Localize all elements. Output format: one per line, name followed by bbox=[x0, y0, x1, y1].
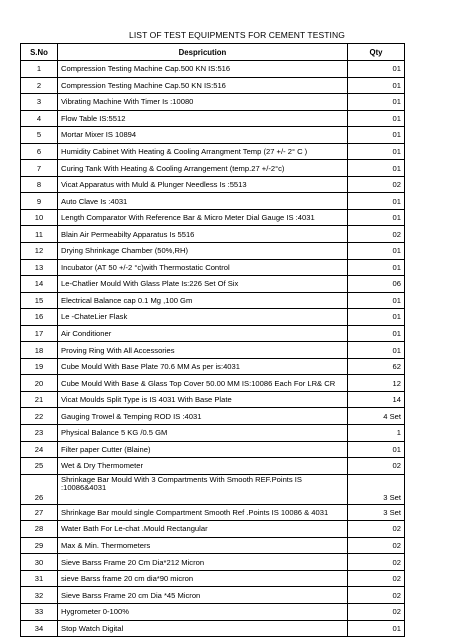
row-description: Compression Testing Machine Cap.500 KN IS:516 bbox=[58, 61, 348, 78]
row-description: Physical Balance 5 KG /0.5 GM bbox=[58, 425, 348, 442]
table-row bbox=[21, 554, 405, 571]
header-qty: Qty bbox=[348, 44, 405, 61]
row-qty: 1 bbox=[348, 425, 405, 442]
row-description: Shrinkage Bar Mould With 3 Compartments With Smooth REF.Points IS :10086&4031 bbox=[58, 474, 348, 504]
row-qty: 01 bbox=[348, 209, 405, 226]
row-sno: 17 bbox=[21, 325, 58, 342]
table-row bbox=[21, 504, 405, 521]
row-qty: 01 bbox=[348, 94, 405, 111]
row-sno: 4 bbox=[21, 110, 58, 127]
row-sno: 33 bbox=[21, 603, 58, 620]
table-row bbox=[21, 474, 405, 504]
row-qty: 02 bbox=[348, 458, 405, 475]
row-description: Gauging Trowel & Temping ROD IS :4031 bbox=[58, 408, 348, 425]
document-title: LIST OF TEST EQUIPMENTS FOR CEMENT TESTING bbox=[129, 30, 345, 40]
row-sno: 28 bbox=[21, 521, 58, 538]
row-sno: 6 bbox=[21, 143, 58, 160]
row-description: sieve Barss frame 20 cm dia*90 micron bbox=[58, 570, 348, 587]
row-qty: 01 bbox=[348, 620, 405, 637]
row-description: Max & Min. Thermometers bbox=[58, 537, 348, 554]
row-qty: 01 bbox=[348, 110, 405, 127]
row-sno: 15 bbox=[21, 292, 58, 309]
row-description: Drying Shrinkage Chamber (50%,RH) bbox=[58, 243, 348, 260]
row-sno: 32 bbox=[21, 587, 58, 604]
row-sno: 11 bbox=[21, 226, 58, 243]
row-qty: 01 bbox=[348, 243, 405, 260]
table-row bbox=[21, 110, 405, 127]
row-qty: 14 bbox=[348, 391, 405, 408]
row-description: Wet & Dry Thermometer bbox=[58, 458, 348, 475]
row-description: Humidity Cabinet With Heating & Cooling Arrangment Temp (27 +/- 2° C ) bbox=[58, 143, 348, 160]
row-qty: 02 bbox=[348, 554, 405, 571]
row-description: Mortar Mixer IS 10894 bbox=[58, 127, 348, 144]
row-qty: 01 bbox=[348, 259, 405, 276]
row-qty: 01 bbox=[348, 143, 405, 160]
row-qty: 02 bbox=[348, 570, 405, 587]
row-description: Hygrometer 0-100% bbox=[58, 603, 348, 620]
row-qty: 02 bbox=[348, 521, 405, 538]
table-row bbox=[21, 127, 405, 144]
row-sno: 13 bbox=[21, 259, 58, 276]
table-row bbox=[21, 358, 405, 375]
row-qty: 02 bbox=[348, 603, 405, 620]
table-row bbox=[21, 325, 405, 342]
equipment-table bbox=[20, 43, 405, 637]
table-row bbox=[21, 537, 405, 554]
table-row bbox=[21, 143, 405, 160]
row-sno: 1 bbox=[21, 61, 58, 78]
row-description: Le-Chatlier Mould With Glass Plate Is:226 Set Of Six bbox=[58, 276, 348, 293]
row-qty: 01 bbox=[348, 292, 405, 309]
row-qty: 02 bbox=[348, 226, 405, 243]
table-row bbox=[21, 458, 405, 475]
row-sno: 24 bbox=[21, 441, 58, 458]
row-qty: 01 bbox=[348, 342, 405, 359]
table-row bbox=[21, 587, 405, 604]
row-qty: 3 Set bbox=[348, 504, 405, 521]
row-qty: 02 bbox=[348, 176, 405, 193]
row-sno: 5 bbox=[21, 127, 58, 144]
row-qty: 12 bbox=[348, 375, 405, 392]
row-description: Cube Mould With Base & Glass Top Cover 50.00 MM IS:10086 Each For LR& CR bbox=[58, 375, 348, 392]
row-qty: 4 Set bbox=[348, 408, 405, 425]
table-row bbox=[21, 425, 405, 442]
row-sno: 18 bbox=[21, 342, 58, 359]
table-header-row bbox=[21, 44, 405, 61]
row-sno: 7 bbox=[21, 160, 58, 177]
row-description: Compression Testing Machine Cap.50 KN IS:516 bbox=[58, 77, 348, 94]
row-qty: 06 bbox=[348, 276, 405, 293]
table-row bbox=[21, 77, 405, 94]
row-sno: 20 bbox=[21, 375, 58, 392]
table-row bbox=[21, 160, 405, 177]
table-row bbox=[21, 342, 405, 359]
row-sno: 10 bbox=[21, 209, 58, 226]
table-row bbox=[21, 259, 405, 276]
row-description: Length Comparator With Reference Bar & Micro Meter Dial Gauge IS :4031 bbox=[58, 209, 348, 226]
header-sno: S.No bbox=[21, 44, 58, 61]
row-qty: 01 bbox=[348, 77, 405, 94]
row-description: Auto Clave Is :4031 bbox=[58, 193, 348, 210]
row-sno: 31 bbox=[21, 570, 58, 587]
row-sno: 2 bbox=[21, 77, 58, 94]
row-description: Cube Mould With Base Plate 70.6 MM As per is:4031 bbox=[58, 358, 348, 375]
table-row bbox=[21, 408, 405, 425]
row-description: Air Conditioner bbox=[58, 325, 348, 342]
row-description: Curing Tank With Heating & Cooling Arrangement (temp.27 +/-2°c) bbox=[58, 160, 348, 177]
row-qty: 01 bbox=[348, 61, 405, 78]
row-sno: 22 bbox=[21, 408, 58, 425]
table-row bbox=[21, 441, 405, 458]
table-row bbox=[21, 603, 405, 620]
row-qty: 01 bbox=[348, 160, 405, 177]
row-sno: 27 bbox=[21, 504, 58, 521]
row-sno: 21 bbox=[21, 391, 58, 408]
table-row bbox=[21, 570, 405, 587]
row-qty: 3 Set bbox=[348, 474, 405, 504]
row-sno: 19 bbox=[21, 358, 58, 375]
row-sno: 14 bbox=[21, 276, 58, 293]
row-description: Vibrating Machine With Timer Is :10080 bbox=[58, 94, 348, 111]
table-row bbox=[21, 209, 405, 226]
table-row bbox=[21, 309, 405, 326]
row-qty: 01 bbox=[348, 441, 405, 458]
table-row bbox=[21, 391, 405, 408]
row-sno: 34 bbox=[21, 620, 58, 637]
row-sno: 25 bbox=[21, 458, 58, 475]
row-sno: 3 bbox=[21, 94, 58, 111]
row-sno: 26 bbox=[21, 474, 58, 504]
table-row bbox=[21, 94, 405, 111]
table-row bbox=[21, 292, 405, 309]
row-description: Sieve Barss Frame 20 Cm Dia*212 Micron bbox=[58, 554, 348, 571]
row-description: Vicat Moulds Split Type is IS 4031 With Base Plate bbox=[58, 391, 348, 408]
table-row bbox=[21, 375, 405, 392]
row-sno: 23 bbox=[21, 425, 58, 442]
row-description: Blain Air Permeabilty Apparatus Is 5516 bbox=[58, 226, 348, 243]
row-qty: 01 bbox=[348, 325, 405, 342]
row-description: Stop Watch Digital bbox=[58, 620, 348, 637]
row-sno: 8 bbox=[21, 176, 58, 193]
row-sno: 16 bbox=[21, 309, 58, 326]
row-sno: 9 bbox=[21, 193, 58, 210]
row-qty: 01 bbox=[348, 193, 405, 210]
row-description: Water Bath For Le-chat .Mould Rectangular bbox=[58, 521, 348, 538]
table-row bbox=[21, 176, 405, 193]
table-row bbox=[21, 226, 405, 243]
table-row bbox=[21, 243, 405, 260]
table-row bbox=[21, 61, 405, 78]
row-description: Sieve Barss Frame 20 cm Dia *45 Micron bbox=[58, 587, 348, 604]
row-description: Filter paper Cutter (Blaine) bbox=[58, 441, 348, 458]
row-qty: 62 bbox=[348, 358, 405, 375]
row-qty: 02 bbox=[348, 537, 405, 554]
row-description: Vicat Apparatus with Muld & Plunger Needless Is :5513 bbox=[58, 176, 348, 193]
row-sno: 30 bbox=[21, 554, 58, 571]
row-qty: 01 bbox=[348, 127, 405, 144]
table-row bbox=[21, 521, 405, 538]
row-description: Le -ChateLier Flask bbox=[58, 309, 348, 326]
row-description: Incubator (AT 50 +/-2 °c)with Thermostatic Control bbox=[58, 259, 348, 276]
row-qty: 01 bbox=[348, 309, 405, 326]
row-description: Electrical Balance cap 0.1 Mg ,100 Gm bbox=[58, 292, 348, 309]
row-description: Shrinkage Bar mould single Compartment Smooth Ref .Points IS 10086 & 4031 bbox=[58, 504, 348, 521]
row-description: Flow Table IS:5512 bbox=[58, 110, 348, 127]
row-qty: 02 bbox=[348, 587, 405, 604]
table-row bbox=[21, 193, 405, 210]
row-description: Proving Ring With All Accessories bbox=[58, 342, 348, 359]
table-row bbox=[21, 620, 405, 637]
table-row bbox=[21, 276, 405, 293]
row-sno: 29 bbox=[21, 537, 58, 554]
row-sno: 12 bbox=[21, 243, 58, 260]
header-description: Despricution bbox=[58, 44, 348, 61]
